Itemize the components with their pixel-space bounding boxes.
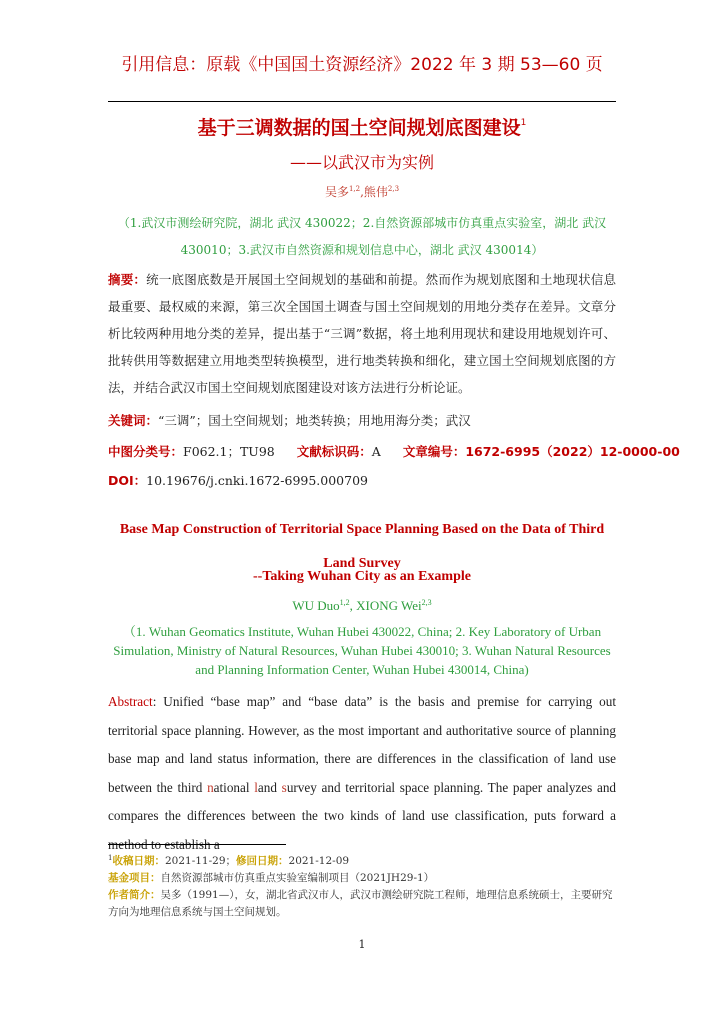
clc-label: 中图分类号： (108, 444, 184, 459)
abstract-cn-label: 摘要： (108, 272, 147, 287)
title-footnote-mark: 1 (520, 118, 527, 128)
footnote-author (108, 887, 616, 921)
chinese-title (0, 113, 724, 140)
footnote-fund (108, 870, 616, 887)
chinese-subtitle: ——以武汉市为实例 (289, 153, 434, 172)
abstract-cn-text: 统一底图底数是开展国土空间规划的基础和前提。然而作为规划底图和土地现状信息最重要、最权威的来源，第三次全国国土调查与国土空间规划的用地分类存在差异。文章分析比较两种用地分类的差异，提出基于“三调”数据，将土地利用现状和建设用地规划许可、批转供用等数据建立用地类型转换模型，进行地类转换和细化，建立国土空间规划底图的方法，并结合武汉市国土空间规划底图建设对该方法进行分析论证。 (108, 272, 616, 395)
citation-line: 引用信息：原载《中国国土资源经济》2022 年 3 期 53—60 页 (121, 55, 603, 75)
author-en-1: WU Duo (292, 598, 340, 613)
article-number-label: 文章编号： (402, 444, 466, 459)
received-label: 收稿日期： (112, 855, 165, 867)
english-abstract (108, 688, 616, 859)
abstract-en-text-1: Unified “base map” and “base data” is the basis and premise for carrying out territorial space planning. However, as the most important and authoritative source of planning base map and land status information, there are differences in the classification of land use between the third (108, 694, 616, 795)
author-en-2: , XIONG Wei (349, 598, 422, 613)
chinese-authors (0, 183, 724, 200)
author-en-1-affil: 1,2 (339, 598, 350, 607)
author-bio-value: 吴多（1991—），女，湖北省武汉市人，武汉市测绘研究院工程师，地理信息系统硕士，主要研究方向为地理信息系统与国土空间规划。 (108, 889, 613, 918)
highlight-s: s (281, 779, 287, 795)
revised-value: 2021-12-09 (288, 855, 350, 867)
doc-code-value: A (371, 444, 381, 459)
footnote-rule (108, 844, 286, 845)
chinese-affiliations: （1.武汉市测绘研究院，湖北 武汉 430022；2.自然资源部城市仿真重点实验室，湖北 武汉 430010；3.武汉市自然资源和规划信息中心，湖北 武汉 430014） (117, 216, 607, 257)
author-cn-2-affil: 2,3 (387, 185, 400, 193)
abstract-en-text-2: and territorial space planning. The paper analyzes and compares the differences between the two kinds of land use classification, puts forward a method to establish a (108, 779, 617, 852)
english-subtitle: --Taking Wuhan City as an Example (253, 569, 471, 584)
abstract-en-sep: : (152, 694, 164, 709)
author-bio-label: 作者简介： (108, 889, 161, 901)
abstract-en-survey: urvey (286, 779, 317, 795)
chinese-title-text: 基于三调数据的国土空间规划底图建设 (197, 117, 521, 139)
english-title: Base Map Construction of Territorial Space Planning Based on the Data of Third Land Survey (119, 522, 605, 571)
abstract-en-label: Abstract (108, 694, 153, 709)
fund-label: 基金项目： (108, 872, 161, 884)
fund-value: 自然资源部城市仿真重点实验室编制项目（2021JH29-1） (160, 872, 435, 884)
author-cn-1-affil: 1,2 (348, 185, 361, 193)
keywords-label: 关键词： (108, 413, 159, 428)
received-value: 2021-11-29； (164, 855, 237, 867)
highlight-n: n (207, 779, 214, 795)
article-number-value: 1672-6995（2022）12-0000-00 (465, 444, 680, 459)
doi-value[interactable]: 10.19676/j.cnki.1672-6995.000709 (146, 473, 368, 488)
doc-code-label: 文献标识码： (296, 444, 372, 459)
author-cn-1: 吴多 (324, 185, 349, 199)
keywords-text: “三调”；国土空间规划；地类转换；用地用海分类；武汉 (158, 413, 471, 428)
abstract-en-land: and (257, 779, 282, 795)
doi-label: DOI： (108, 473, 147, 488)
doi-line (108, 471, 616, 489)
footnotes (108, 850, 616, 921)
revised-label: 修回日期： (236, 855, 289, 867)
classification-line (108, 442, 680, 460)
page-number: 1 (358, 938, 366, 951)
keywords-line (108, 411, 616, 429)
english-authors (0, 598, 724, 614)
header-rule (108, 101, 616, 102)
chinese-abstract (108, 266, 616, 401)
author-cn-2: ,熊伟 (360, 185, 388, 199)
footnote-dates (108, 850, 616, 870)
footnote-mark: 1 (108, 854, 113, 862)
highlight-l: l (254, 779, 258, 795)
clc-value: F062.1；TU98 (183, 444, 275, 459)
english-affiliations: （1. Wuhan Geomatics Institute, Wuhan Hubei 430022, China; 2. Key Laboratory of Urban Simulation, Ministry of Natural Resources, Wuhan Hubei 430010; 3. Wuhan Natural Resources and Planning Information Center, Wuhan Hubei 430014, China) (113, 624, 611, 677)
abstract-en-national: ational (213, 779, 255, 795)
author-en-2-affil: 2,3 (421, 598, 432, 607)
